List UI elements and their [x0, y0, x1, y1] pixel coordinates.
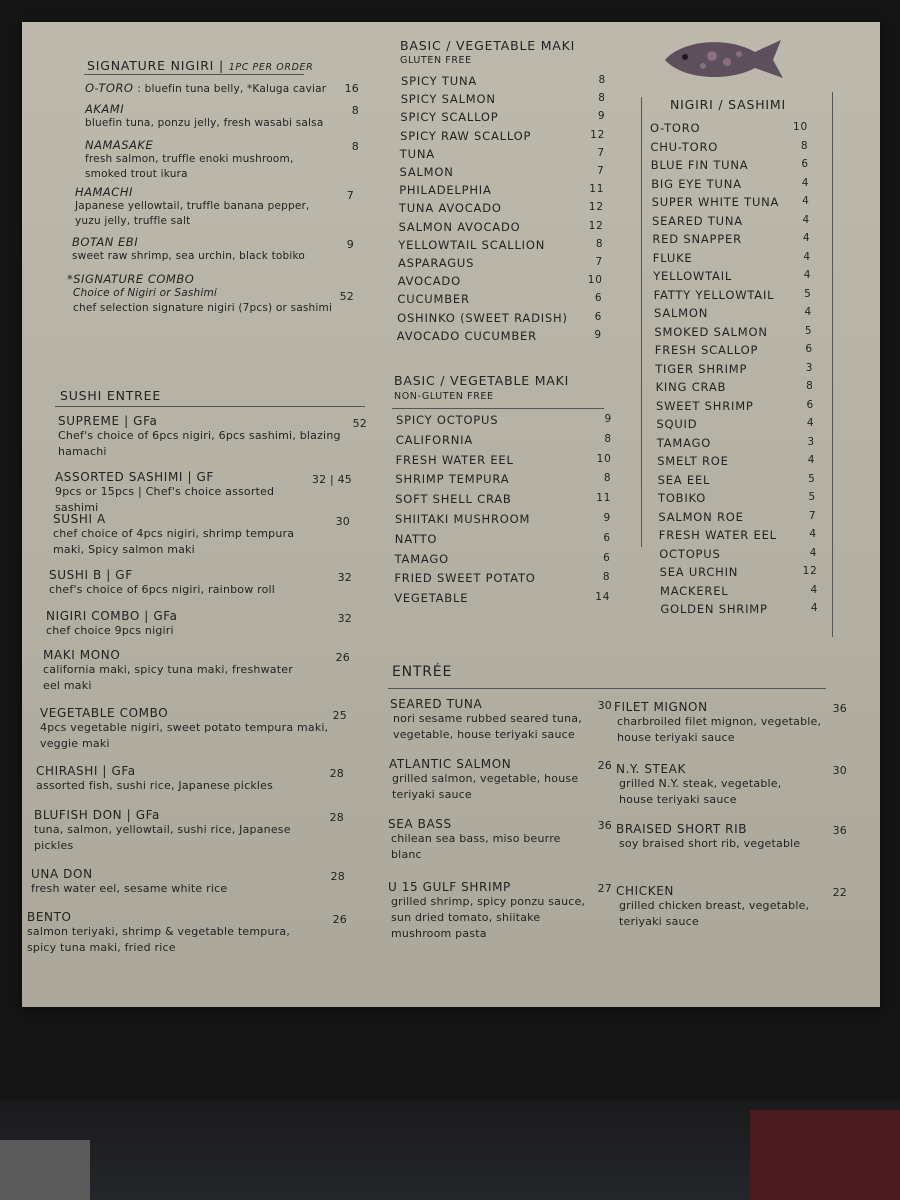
list-item: [400, 110, 605, 128]
item-price: 10: [587, 274, 603, 287]
divider: [84, 74, 304, 75]
item-price: 10: [793, 121, 808, 133]
item-name: SEARED TUNA: [390, 697, 483, 711]
item-name: SPICY SALMON: [400, 92, 496, 107]
item-price: 6: [603, 551, 611, 564]
list-item: [31, 867, 291, 897]
item-name: SQUID: [656, 417, 698, 431]
list-item: [655, 343, 813, 361]
item-price: 7: [808, 509, 817, 522]
item-price: 12: [590, 128, 606, 141]
item-price: 4: [803, 250, 811, 263]
list-item: [399, 183, 604, 201]
list-item: [399, 220, 604, 238]
list-item: [660, 584, 818, 602]
item-price: 32: [337, 571, 352, 584]
list-item: [652, 195, 810, 213]
item-name: SOFT SHELL CRAB: [395, 492, 512, 507]
item-price: 11: [596, 492, 612, 505]
item-name: ATLANTIC SALMON: [389, 757, 512, 771]
item-description: grilled salmon, vegetable, house teriyaki sauce: [392, 772, 579, 801]
item-name: PHILADELPHIA: [399, 183, 492, 198]
list-item: [34, 808, 299, 854]
item-name: SALMON ROE: [658, 509, 744, 524]
item-price: 6: [806, 398, 814, 411]
item-name: BLUFISH DON | GFa: [34, 808, 160, 822]
entree-item: [616, 884, 826, 930]
maki-ngf-subheading: NON-GLUTEN FREE: [394, 391, 494, 402]
item-name: RED SNAPPER: [652, 232, 742, 246]
list-item: [655, 362, 813, 380]
list-item: [49, 568, 309, 598]
item-price: 9: [346, 238, 354, 251]
item-price: 9: [604, 413, 612, 425]
nigiri-sashimi-heading: NIGIRI / SASHIMI: [670, 97, 786, 112]
item-price: 30: [832, 764, 847, 777]
item-name: FRIED SWEET POTATO: [394, 571, 536, 586]
item-price: 10: [596, 452, 612, 465]
item-price: 4: [804, 306, 812, 318]
item-name: NIGIRI COMBO | GFa: [46, 609, 178, 623]
entree-item: [616, 762, 816, 808]
divider: [55, 406, 365, 407]
list-item: [394, 571, 610, 589]
item-name: MACKEREL: [660, 583, 729, 598]
item-name: FRESH SCALLOP: [654, 343, 759, 357]
item-name: FLUKE: [652, 250, 693, 265]
list-item: [53, 512, 323, 558]
list-item: [397, 329, 602, 347]
list-item: [654, 288, 812, 306]
item-name: CUCUMBER: [397, 292, 470, 307]
item-name: AVOCADO CUCUMBER: [396, 328, 537, 343]
divider: [392, 408, 604, 409]
item-price: 12: [802, 565, 818, 577]
list-item: NAMASAKE fresh salmon, truffle enoki mushroom, smoked trout ikura: [85, 138, 294, 180]
item-name: FRESH WATER EEL: [658, 528, 777, 542]
list-item: [656, 380, 814, 398]
list-item: [400, 165, 605, 183]
item-price: 8: [598, 74, 606, 86]
item-price: 52: [339, 290, 354, 303]
item-price: 8: [806, 380, 814, 392]
list-item: [656, 417, 814, 435]
red-object: [750, 1110, 900, 1200]
entree-heading: ENTRÉE: [392, 664, 453, 680]
list-item: [653, 251, 811, 269]
item-price: 9: [597, 110, 606, 123]
item-price: 16: [344, 82, 359, 95]
item-price: 8: [604, 432, 612, 445]
item-name: SMOKED SALMON: [654, 324, 768, 339]
item-name: TUNA AVOCADO: [398, 201, 502, 216]
vertical-divider: [832, 92, 833, 637]
item-price: 27: [597, 882, 612, 895]
entree-item: [388, 880, 598, 942]
list-item: [395, 512, 611, 530]
item-name: SUPREME | GFa: [58, 414, 158, 428]
item-description: charbroiled filet mignon, vegetable, house teriyaki sauce: [617, 715, 822, 744]
list-item: [659, 547, 817, 565]
item-name: SPICY OCTOPUS: [396, 413, 499, 427]
item-name: SMELT ROE: [657, 454, 729, 468]
item-name: FATTY YELLOWTAIL: [653, 287, 775, 302]
item-description: salmon teriyaki, shrimp & vegetable tempura, spicy tuna maki, fried rice: [27, 925, 291, 954]
fish-icon: [657, 34, 787, 84]
list-item: [398, 256, 603, 274]
item-price: 26: [332, 913, 347, 926]
item-price: 32: [337, 612, 352, 625]
list-item: [27, 910, 317, 956]
signature-nigiri-heading: SIGNATURE NIGIRI | 1PC PER ORDER: [87, 58, 314, 73]
list-item: [395, 492, 611, 510]
list-item: [651, 158, 809, 176]
list-item: [401, 74, 606, 92]
item-name: GOLDEN SHRIMP: [660, 602, 768, 616]
sushi-entree-heading: SUSHI ENTREE: [60, 388, 162, 403]
item-price: 6: [594, 292, 603, 305]
item-name: CHIRASHI | GFa: [36, 764, 136, 778]
list-item: [40, 706, 340, 752]
list-item: [652, 232, 810, 250]
list-item: [394, 591, 610, 609]
list-item: [397, 292, 602, 310]
item-price: 4: [806, 417, 815, 429]
item-name: AVOCADO: [397, 274, 461, 289]
list-item: [396, 453, 612, 471]
list-item: [653, 269, 811, 287]
item-name: SPICY TUNA: [401, 74, 478, 88]
item-description: chef choice of 4pcs nigiri, shrimp tempura maki, Spicy salmon maki: [53, 527, 295, 556]
item-name: NATTO: [394, 531, 438, 546]
list-item: [654, 325, 812, 343]
item-name: OCTOPUS: [659, 546, 721, 561]
item-price: 3: [805, 361, 814, 374]
item-name: MAKI MONO: [43, 648, 121, 662]
list-item: [398, 238, 603, 256]
item-price: 26: [597, 759, 612, 772]
item-price: 32 | 45: [311, 473, 352, 486]
item-price: 8: [602, 571, 611, 584]
item-name: TOBIKO: [658, 491, 707, 505]
item-name: UNA DON: [31, 867, 93, 881]
item-price: 7: [597, 165, 605, 177]
item-price: 7: [595, 256, 603, 268]
item-price: 7: [597, 146, 605, 159]
item-name: SALMON: [399, 165, 454, 179]
item-price: 8: [351, 104, 359, 117]
maki-gf-subheading: GLUTEN FREE: [400, 55, 472, 66]
list-item: [58, 414, 348, 460]
item-price: 3: [807, 435, 815, 448]
item-description: chef's choice of 6pcs nigiri, rainbow roll: [49, 583, 276, 596]
vertical-divider: [641, 97, 642, 547]
item-price: 7: [346, 189, 354, 202]
item-price: 26: [335, 651, 350, 664]
list-item: [399, 201, 604, 219]
item-name: BRAISED SHORT RIB: [616, 822, 748, 836]
item-name: TUNA: [399, 146, 435, 161]
item-name: U 15 GULF SHRIMP: [388, 880, 511, 894]
list-item: [657, 436, 815, 454]
item-name: VEGETABLE: [394, 591, 469, 606]
item-description: tuna, salmon, yellowtail, sushi rice, Japanese pickles: [34, 823, 291, 852]
item-name: CALIFORNIA: [395, 432, 474, 447]
item-description: grilled chicken breast, vegetable, teriyaki sauce: [619, 899, 810, 928]
list-item: [650, 121, 808, 139]
item-name: KING CRAB: [655, 380, 727, 394]
item-price: 12: [588, 219, 604, 232]
item-price: 36: [832, 702, 847, 715]
item-price: 8: [595, 237, 604, 250]
item-name: SEA EEL: [657, 472, 711, 487]
item-name: BENTO: [27, 910, 72, 924]
item-price: 9: [594, 328, 602, 341]
entree-item: [388, 817, 568, 863]
item-price: 30: [335, 515, 350, 528]
item-price: 4: [802, 195, 810, 207]
maki-ngf-heading: BASIC / VEGETABLE MAKI: [394, 373, 570, 388]
entree-item: [614, 700, 834, 746]
item-name: SUSHI B | GF: [49, 568, 133, 582]
list-item: BOTAN EBI sweet raw shrimp, sea urchin, black tobiko: [72, 235, 306, 262]
list-item: [660, 602, 818, 620]
list-item: [395, 532, 611, 550]
item-price: 4: [810, 583, 818, 596]
item-description: Chef's choice of 6pcs nigiri, 6pcs sashimi, blazing hamachi: [58, 429, 341, 458]
entree-item: [389, 757, 589, 803]
item-price: 4: [807, 454, 816, 466]
item-description: soy braised short rib, vegetable: [619, 837, 801, 850]
item-name: YELLOWTAIL SCALLION: [398, 237, 546, 252]
item-name: OSHINKO (SWEET RADISH): [397, 310, 568, 325]
item-name: CHU-TORO: [650, 139, 719, 154]
white-object: [0, 1140, 90, 1200]
item-price: 6: [805, 343, 813, 355]
list-item: HAMACHI Japanese yellowtail, truffle banana pepper, yuzu jelly, truffle salt: [75, 185, 310, 227]
item-price: 4: [802, 213, 810, 226]
item-name: SUPER WHITE TUNA: [651, 195, 780, 209]
item-name: SEARED TUNA: [652, 213, 743, 228]
item-name: BLUE FIN TUNA: [650, 158, 749, 172]
list-item: [660, 565, 818, 583]
item-price: 6: [594, 310, 603, 323]
item-description: grilled shrimp, spicy ponzu sauce, sun dried tomato, shiitake mushroom pasta: [391, 895, 586, 940]
item-name: SPICY SCALLOP: [400, 110, 499, 125]
item-name: FRESH WATER EEL: [395, 452, 514, 467]
list-item: [401, 92, 606, 110]
item-price: 30: [597, 699, 612, 712]
item-name: SHRIMP TEMPURA: [395, 472, 510, 487]
list-item: [659, 528, 817, 546]
list-item: [398, 274, 603, 292]
item-name: SUSHI A: [53, 512, 106, 526]
list-item: [651, 177, 809, 195]
item-name: SPICY RAW SCALLOP: [400, 128, 532, 143]
item-description: 4pcs vegetable nigiri, sweet potato tempura maki, veggie maki: [40, 721, 329, 750]
item-price: 6: [801, 158, 809, 170]
item-price: 4: [803, 269, 812, 281]
item-name: SWEET SHRIMP: [656, 398, 754, 413]
entree-item: [390, 697, 590, 743]
list-item: [654, 306, 812, 324]
item-price: 22: [832, 886, 847, 899]
list-item: [658, 473, 816, 491]
item-price: 4: [810, 602, 819, 614]
item-name: YELLOWTAIL: [653, 269, 733, 283]
table-surface: [0, 1100, 900, 1200]
item-name: O-TORO: [650, 121, 701, 135]
item-name: SALMON AVOCADO: [398, 219, 521, 234]
list-item: [46, 609, 306, 639]
list-item: O-TORO : bluefin tuna belly, *Kaluga caviar: [85, 81, 327, 95]
item-name: SHIITAKI MUSHROOM: [395, 512, 531, 526]
list-item: [395, 552, 611, 570]
list-item: [658, 491, 816, 509]
item-name: SEA BASS: [388, 817, 452, 831]
item-description: california maki, spicy tuna maki, freshwater eel maki: [43, 663, 293, 692]
item-price: 4: [809, 528, 817, 540]
item-price: 8: [603, 472, 612, 485]
item-name: SALMON: [654, 306, 709, 320]
item-price: 25: [332, 709, 347, 722]
list-item: [652, 214, 810, 232]
item-price: 28: [329, 811, 344, 824]
item-description: assorted fish, sushi rice, Japanese pickles: [36, 779, 274, 792]
item-name: SEA URCHIN: [659, 565, 739, 579]
item-price: 4: [801, 176, 810, 189]
item-price: 4: [802, 232, 811, 244]
item-price: 52: [352, 417, 367, 430]
item-name: ASPARAGUS: [398, 256, 475, 270]
menu-card: [22, 22, 880, 1007]
item-description: fresh water eel, sesame white rice: [31, 882, 228, 895]
item-price: 12: [588, 201, 604, 214]
item-price: 4: [809, 546, 818, 559]
maki-gf-heading: BASIC / VEGETABLE MAKI: [400, 38, 576, 53]
item-price: 11: [589, 183, 605, 196]
list-item: [656, 399, 814, 417]
item-price: 28: [330, 870, 345, 883]
list-item: [396, 433, 612, 451]
item-price: 36: [597, 819, 612, 832]
item-price: 28: [329, 767, 344, 780]
item-name: N.Y. STEAK: [616, 762, 686, 776]
list-item: [397, 311, 602, 329]
list-item: *SIGNATURE COMBO Choice of Nigiri or Sashimi chef selection signature nigiri (7pcs) or sashimi: [67, 272, 333, 314]
item-name: TAMAGO: [394, 551, 449, 566]
list-item: [400, 147, 605, 165]
item-price: 5: [808, 472, 816, 485]
list-item: [36, 764, 296, 794]
list-item: [657, 454, 815, 472]
item-price: 8: [351, 140, 359, 153]
item-description: chef choice 9pcs nigiri: [46, 624, 174, 637]
item-name: TIGER SHRIMP: [655, 361, 748, 376]
item-price: 5: [804, 287, 812, 300]
item-description: nori sesame rubbed seared tuna, vegetable, house teriyaki sauce: [393, 712, 582, 741]
entree-item: [616, 822, 836, 852]
list-item: [43, 648, 303, 694]
item-price: 36: [832, 824, 847, 837]
item-name: TAMAGO: [656, 435, 712, 450]
item-price: 5: [808, 491, 816, 503]
item-price: 5: [804, 324, 813, 337]
item-price: 6: [603, 531, 611, 544]
item-description: grilled N.Y. steak, vegetable, house teriyaki sauce: [619, 777, 782, 806]
item-name: FILET MIGNON: [614, 700, 708, 714]
list-item: [395, 472, 611, 490]
item-price: 8: [800, 139, 809, 152]
item-name: ASSORTED SASHIMI | GF: [55, 470, 214, 484]
item-name: CHICKEN: [616, 884, 674, 898]
item-description: 9pcs or 15pcs | Chef's choice assorted sashimi: [55, 485, 275, 514]
list-item: [55, 470, 315, 516]
item-price: 9: [603, 512, 611, 524]
item-price: 14: [595, 591, 611, 604]
list-item: [658, 510, 816, 528]
item-description: chilean sea bass, miso beurre blanc: [391, 832, 561, 861]
item-price: 8: [598, 92, 606, 105]
list-item: AKAMI bluefin tuna, ponzu jelly, fresh wasabi salsa: [85, 102, 324, 129]
item-name: VEGETABLE COMBO: [40, 706, 169, 720]
list-item: [650, 140, 808, 158]
divider: [388, 688, 826, 689]
item-name: BIG EYE TUNA: [651, 176, 742, 191]
list-item: [400, 129, 605, 147]
list-item: [396, 413, 612, 431]
